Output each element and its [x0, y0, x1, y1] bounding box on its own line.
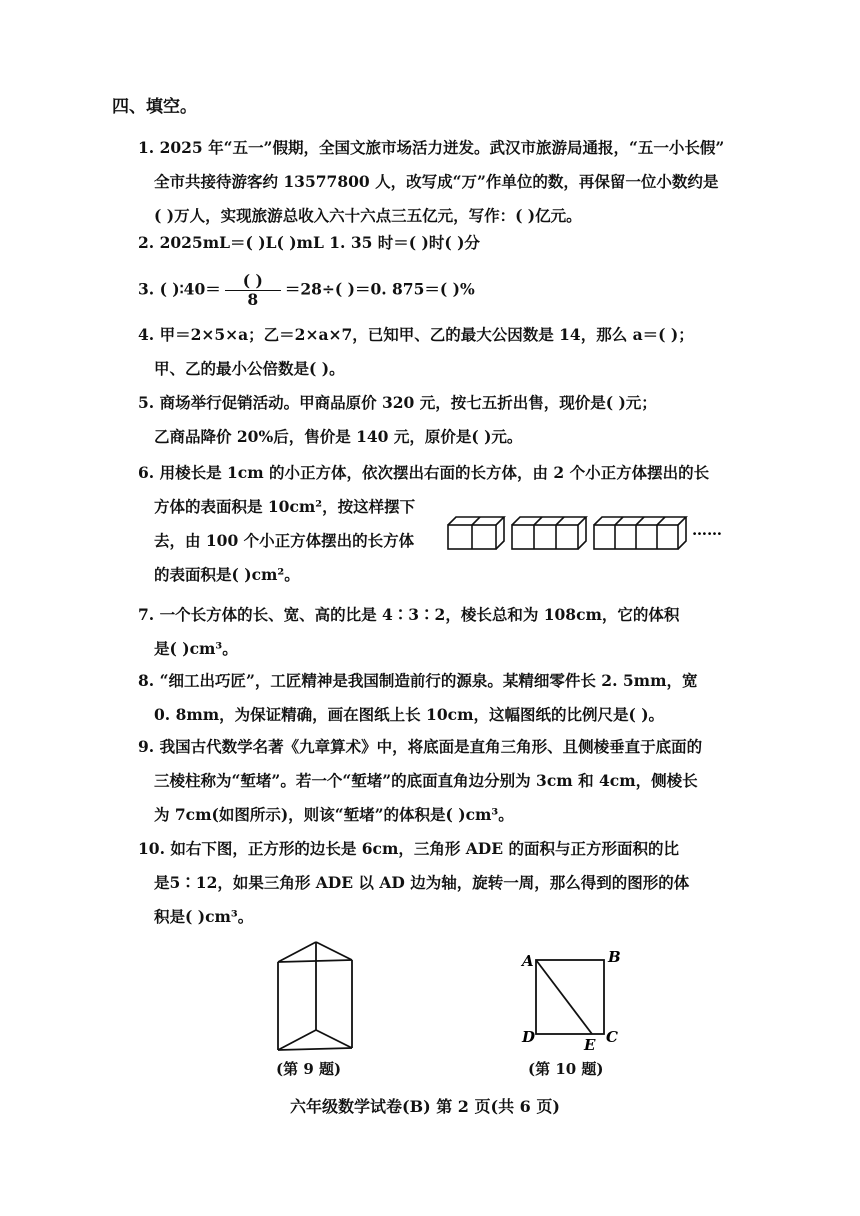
sequence-ellipsis: ……	[692, 521, 722, 539]
q9-line-2: 三棱柱称为“堑堵”。若一个“堑堵”的底面直角边分别为 3cm 和 4cm，侧棱长	[154, 771, 698, 790]
question-3	[138, 272, 738, 309]
q1-line-2: 全市共接待游客约 13577800 人，改写成“万”作单位的数，再保留一位小数约是	[154, 172, 719, 191]
q10-line-1: 10. 如右下图，正方形的边长是 6cm，三角形 ADE 的面积与正方形面积的比	[138, 839, 679, 858]
q9-line-1: 9. 我国古代数学名著《九章算术》中，将底面是直角三角形、且侧棱垂直于底面的	[138, 737, 703, 756]
q10-line-2: 是5∶12，如果三角形 ADE 以 AD 边为轴，旋转一周，那么得到的图形的体	[154, 873, 690, 892]
label-B: B	[608, 948, 621, 966]
question-10	[138, 832, 738, 934]
cuboid-4-cubes	[594, 517, 686, 549]
q5-line-2: 乙商品降价 20%后，售价是 140 元，原价是( )元。	[154, 427, 523, 446]
q3-fraction	[225, 272, 281, 309]
question-2	[138, 226, 738, 260]
question-1	[138, 131, 738, 233]
q10-line-3: 积是( )cm³。	[154, 907, 254, 926]
square-figure	[516, 944, 626, 1054]
q3-suffix: ＝28÷( )＝0. 875＝( )%	[284, 279, 475, 299]
fig10-caption: (第 10 题)	[528, 1060, 604, 1078]
q8-line-2: 0. 8mm，为保证精确，画在图纸上长 10cm，这幅图纸的比例尺是( )。	[154, 705, 665, 724]
cuboid-2-cubes	[448, 517, 504, 549]
label-C: C	[606, 1028, 618, 1046]
q3-fraction-numerator: ( )	[225, 272, 281, 291]
q7-line-2: 是( )cm³。	[154, 639, 238, 658]
q4-line-1: 4. 甲＝2×5×a；乙＝2×a×7，已知甲、乙的最大公因数是 14，那么 a＝( )；	[138, 325, 694, 344]
label-D: D	[522, 1028, 536, 1046]
cuboid-3-cubes	[512, 517, 586, 549]
q6-line-3: 去，由 100 个小正方体摆出的长方体	[154, 531, 415, 550]
q1-line-1: 1. 2025 年“五一”假期，全国文旅市场活力迸发。武汉市旅游局通报，“五一小长假”	[138, 138, 725, 157]
section-title: 四、填空。	[112, 97, 197, 117]
question-7	[138, 598, 738, 666]
cuboid-sequence-figure	[446, 513, 736, 553]
page-footer: 六年级数学试卷(B) 第 2 页(共 6 页)	[290, 1097, 560, 1116]
q3-prefix: 3. ( )∶40＝	[138, 279, 221, 299]
q5-line-1: 5. 商场举行促销活动。甲商品原价 320 元，按七五折出售，现价是( )元；	[138, 393, 657, 412]
q6-line-4: 的表面积是( )cm²。	[154, 565, 300, 584]
triangular-prism-figure	[270, 938, 360, 1056]
question-5	[138, 386, 738, 454]
label-E: E	[584, 1036, 596, 1054]
q1-line-3: ( )万人，实现旅游总收入六十六点三五亿元，写作：( )亿元。	[154, 206, 582, 225]
q2-line-1: 2. 2025mL＝( )L( )mL 1. 35 时＝( )时( )分	[138, 233, 480, 252]
question-4	[138, 318, 738, 386]
label-A: A	[522, 952, 534, 970]
q7-line-1: 7. 一个长方体的长、宽、高的比是 4∶3∶2，棱长总和为 108cm，它的体积	[138, 605, 680, 624]
q9-line-3: 为 7cm(如图所示)，则该“堑堵”的体积是( )cm³。	[154, 805, 514, 824]
question-9	[138, 730, 738, 832]
q3-fraction-denominator: 8	[247, 290, 259, 309]
q6-line-1: 6. 用棱长是 1cm 的小正方体，依次摆出右面的长方体，由 2 个小正方体摆出的长	[138, 463, 710, 482]
q8-line-1: 8. “细工出巧匠”，工匠精神是我国制造前行的源泉。某精细零件长 2. 5mm，宽	[138, 671, 698, 690]
fig9-caption: (第 9 题)	[276, 1060, 342, 1078]
q6-line-2: 方体的表面积是 10cm²，按这样摆下	[154, 497, 416, 516]
question-8	[138, 664, 738, 732]
q4-line-2: 甲、乙的最小公倍数是( )。	[154, 359, 345, 378]
